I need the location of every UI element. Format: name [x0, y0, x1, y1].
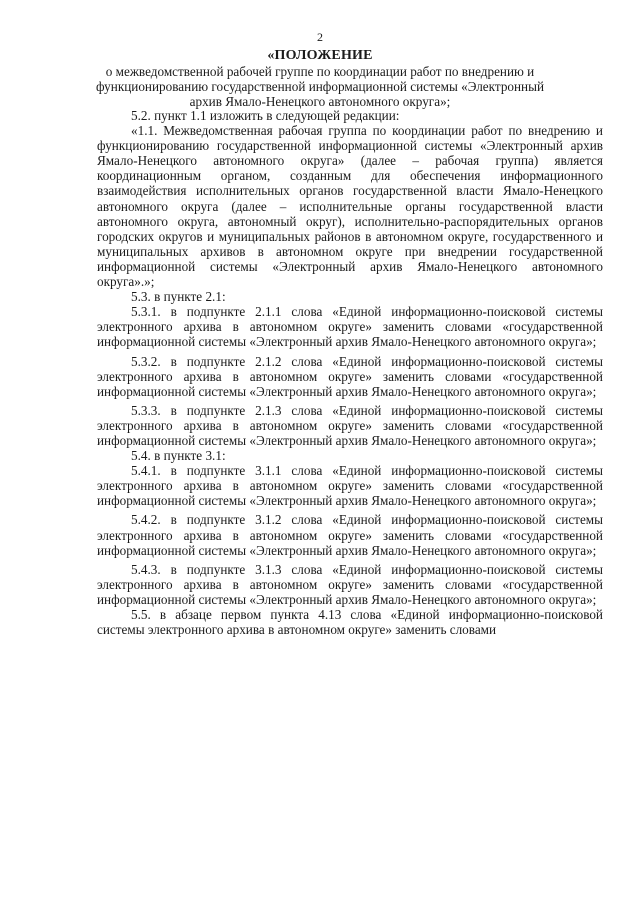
paragraph-5-4-1: 5.4.1. в подпункте 3.1.1 слова «Единой информационно-поисковой системы электронного архива в автономном округе» заменить словами «государственной информационной системы «Электронный архив Ямало-Ненецкого автономного округа»;: [97, 463, 603, 509]
document-title: «ПОЛОЖЕНИЕ: [267, 48, 373, 63]
paragraph-5-3-1: 5.3.1. в подпункте 2.1.1 слова «Единой информационно-поисковой системы электронного архива в автономном округе» заменить словами «государственной информационной системы «Электронный архив Ямало-Ненецкого автономного округа»;: [97, 304, 603, 350]
document-subtitle: о межведомственной рабочей группе по координации работ по внедрению и функционированию государственной информационной системы «Электронный архив Ямало-Ненецкого автономного округа»;: [95, 64, 545, 110]
paragraph-5-3-2: 5.3.2. в подпункте 2.1.2 слова «Единой информационно-поисковой системы электронного архива в автономном округе» заменить словами «государственной информационной системы «Электронный архив Ямало-Ненецкого автономного округа»;: [97, 353, 603, 399]
paragraph-5-5: 5.5. в абзаце первом пункта 4.13 слова «Единой информационно-поисковой системы электронного архива в автономном округе» заменить словами: [97, 607, 603, 638]
paragraph-5-3-3: 5.3.3. в подпункте 2.1.3 слова «Единой информационно-поисковой системы электронного архива в автономном округе» заменить словами «государственной информационной системы «Электронный архив Ямало-Ненецкого автономного округа»;: [97, 402, 603, 448]
page-number: 2: [317, 30, 323, 44]
paragraph-1-1: «1.1. Межведомственная рабочая группа по координации работ по внедрению и функционированию государственной информационной системы «Электронный архив Ямало-Ненецкого автономного округа» (далее – рабочая группа) является координационным органом, созданным для обеспечения информационного взаимодействия исполнительных органов государственной власти Ямало-Ненецкого автономного округа (далее – исполнительные органы государственной власти автономного округа, автономный округ), исполнительно-распорядительных органов городских округов и муниципальных районов в автономном округе, государственного и муниципальных архивов в автономном округе при внедрении государственной информационной системы «Электронный архив Ямало-Ненецкого автономного округа».»;: [97, 123, 603, 290]
paragraph-5-3: 5.3. в пункте 2.1:: [131, 289, 226, 305]
paragraph-5-4-3: 5.4.3. в подпункте 3.1.3 слова «Единой информационно-поисковой системы электронного архива в автономном округе» заменить словами «государственной информационной системы «Электронный архив Ямало-Ненецкого автономного округа»;: [97, 561, 603, 607]
paragraph-5-4: 5.4. в пункте 3.1:: [131, 448, 226, 464]
paragraph-5-2: 5.2. пункт 1.1 изложить в следующей редакции:: [131, 108, 400, 123]
paragraph-5-4-2: 5.4.2. в подпункте 3.1.2 слова «Единой информационно-поисковой системы электронного архива в автономном округе» заменить словами «государственной информационной системы «Электронный архив Ямало-Ненецкого автономного округа»;: [97, 512, 603, 558]
document-body: [97, 108, 603, 637]
